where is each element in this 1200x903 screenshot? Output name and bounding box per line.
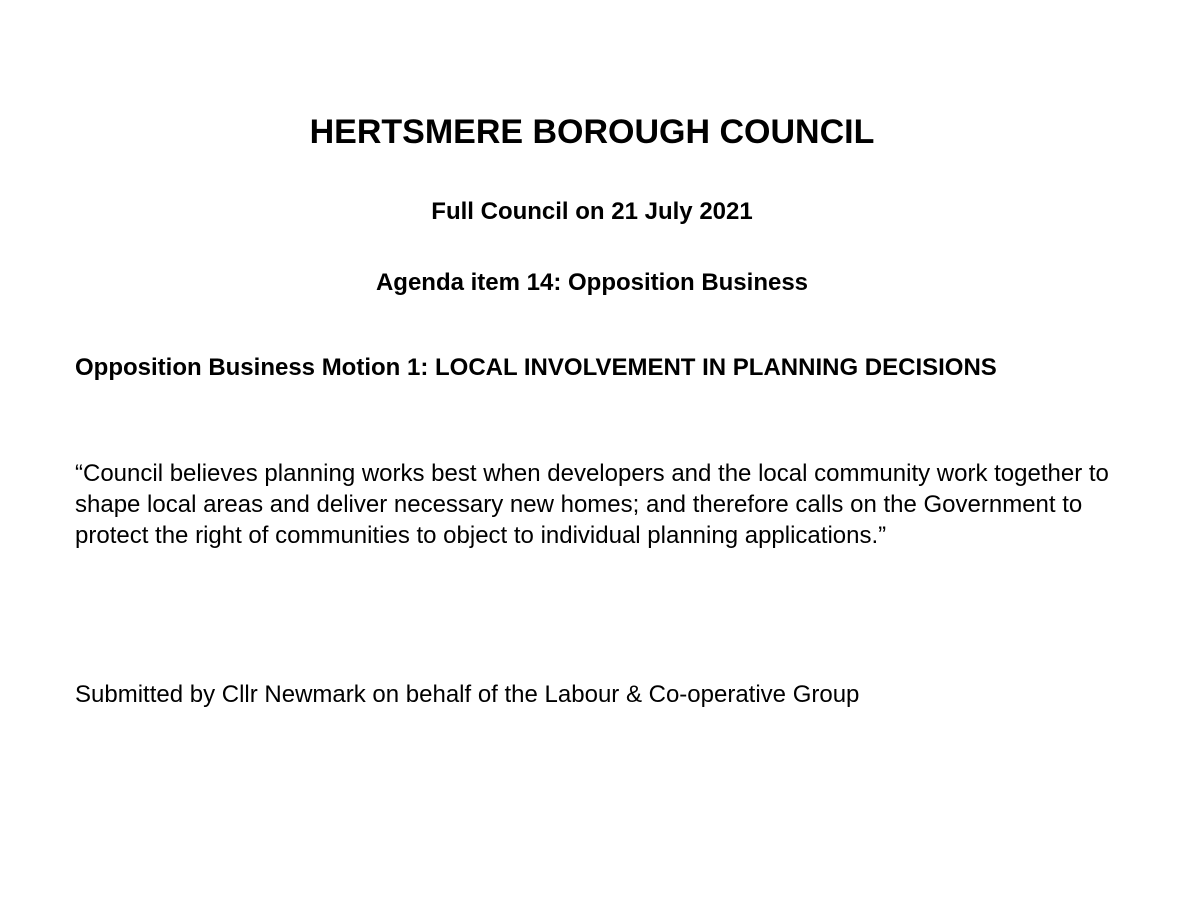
motion-heading: Opposition Business Motion 1: LOCAL INVOLVEMENT IN PLANNING DECISIONS bbox=[75, 354, 997, 381]
agenda-item-heading: Agenda item 14: Opposition Business bbox=[375, 269, 809, 296]
submitted-by-line: Submitted by Cllr Newmark on behalf of the Labour & Co-operative Group bbox=[75, 681, 860, 708]
meeting-date-heading: Full Council on 21 July 2021 bbox=[431, 198, 753, 225]
council-title: HERTSMERE BOROUGH COUNCIL bbox=[309, 113, 875, 151]
motion-text: “Council believes planning works best when developers and the local community work together to shape local areas and deliver necessary new homes; and therefore calls on the Government to protect the right of communities to object to individual planning applications.” bbox=[75, 460, 1109, 549]
